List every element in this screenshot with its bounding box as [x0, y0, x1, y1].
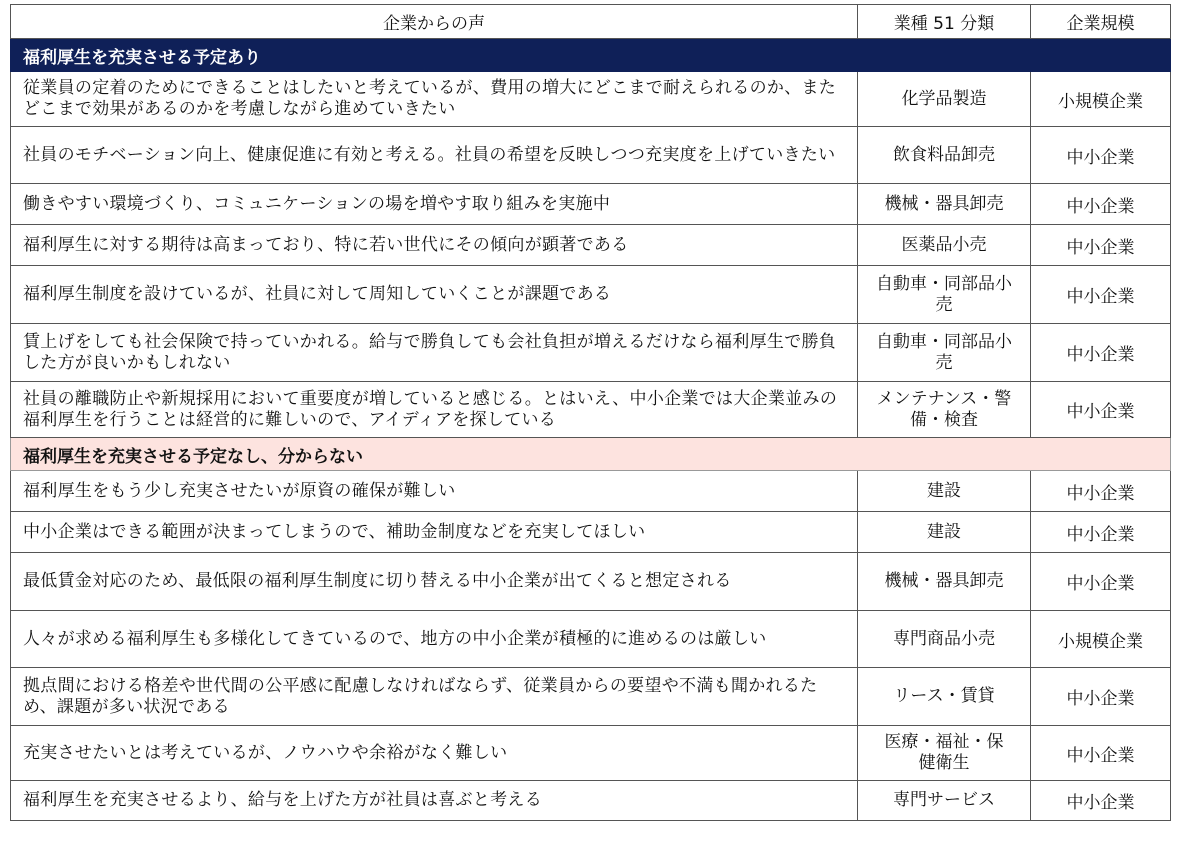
industry-cell: 機械・器具卸売	[858, 553, 1031, 611]
industry-cell: 化学品製造	[858, 72, 1031, 127]
comment-cell: 福利厚生を充実させるより、給与を上げた方が社員は喜ぶと考える	[11, 781, 858, 821]
section-header-not-planned	[11, 438, 1171, 471]
industry-cell: 医療・福祉・保健衛生	[858, 726, 1031, 781]
comment-cell: 賃上げをしても社会保険で持っていかれる。給与で勝負しても会社負担が増えるだけなら福利厚生で勝負した方が良いかもしれない	[11, 324, 858, 382]
size-cell: 中小企業	[1031, 382, 1171, 438]
table-row	[11, 668, 1171, 726]
industry-cell: 自動車・同部品小売	[858, 266, 1031, 324]
table-row	[11, 726, 1171, 781]
comment-cell: 拠点間における格差や世代間の公平感に配慮しなければならず、従業員からの要望や不満も聞かれるため、課題が多い状況である	[11, 668, 858, 726]
comment-cell: 社員の離職防止や新規採用において重要度が増していると感じる。とはいえ、中小企業では大企業並みの福利厚生を行うことは経営的に難しいので、アイディアを探している	[11, 382, 858, 438]
industry-cell: 建設	[858, 512, 1031, 553]
header-comment: 企業からの声	[11, 5, 858, 39]
comment-cell: 充実させたいとは考えているが、ノウハウや余裕がなく難しい	[11, 726, 858, 781]
table-row	[11, 266, 1171, 324]
table-row	[11, 324, 1171, 382]
table-row	[11, 382, 1171, 438]
comment-cell: 従業員の定着のためにできることはしたいと考えているが、費用の増大にどこまで耐えられるのか、またどこまで効果があるのかを考慮しながら進めていきたい	[11, 72, 858, 127]
section-header-planned	[11, 39, 1171, 72]
voices-table	[10, 4, 1171, 821]
size-cell: 中小企業	[1031, 726, 1171, 781]
size-cell: 中小企業	[1031, 225, 1171, 266]
size-cell: 中小企業	[1031, 668, 1171, 726]
size-cell: 中小企業	[1031, 266, 1171, 324]
header-industry: 業種 51 分類	[858, 5, 1031, 39]
industry-cell: 医薬品小売	[858, 225, 1031, 266]
comment-cell: 福利厚生制度を設けているが、社員に対して周知していくことが課題である	[11, 266, 858, 324]
size-cell: 小規模企業	[1031, 611, 1171, 668]
size-cell: 小規模企業	[1031, 72, 1171, 127]
size-cell: 中小企業	[1031, 184, 1171, 225]
industry-cell: 飲食料品卸売	[858, 127, 1031, 184]
table-row	[11, 471, 1171, 512]
comment-cell: 福利厚生に対する期待は高まっており、特に若い世代にその傾向が顕著である	[11, 225, 858, 266]
comment-cell: 福利厚生をもう少し充実させたいが原資の確保が難しい	[11, 471, 858, 512]
size-cell: 中小企業	[1031, 553, 1171, 611]
table-header-row	[11, 5, 1171, 39]
section-title: 福利厚生を充実させる予定あり	[11, 39, 1171, 72]
voices-table-container	[10, 4, 1170, 821]
table-row	[11, 72, 1171, 127]
section-title: 福利厚生を充実させる予定なし、分からない	[11, 438, 1171, 471]
comment-cell: 人々が求める福利厚生も多様化してきているので、地方の中小企業が積極的に進めるのは厳しい	[11, 611, 858, 668]
size-cell: 中小企業	[1031, 512, 1171, 553]
table-row	[11, 553, 1171, 611]
comment-cell: 中小企業はできる範囲が決まってしまうので、補助金制度などを充実してほしい	[11, 512, 858, 553]
industry-cell: 自動車・同部品小売	[858, 324, 1031, 382]
header-size: 企業規模	[1031, 5, 1171, 39]
table-row	[11, 184, 1171, 225]
industry-cell: メンテナンス・警備・検査	[858, 382, 1031, 438]
size-cell: 中小企業	[1031, 324, 1171, 382]
table-row	[11, 225, 1171, 266]
industry-cell: 建設	[858, 471, 1031, 512]
comment-cell: 最低賃金対応のため、最低限の福利厚生制度に切り替える中小企業が出てくると想定される	[11, 553, 858, 611]
comment-cell: 働きやすい環境づくり、コミュニケーションの場を増やす取り組みを実施中	[11, 184, 858, 225]
size-cell: 中小企業	[1031, 127, 1171, 184]
industry-cell: 機械・器具卸売	[858, 184, 1031, 225]
table-row	[11, 127, 1171, 184]
industry-cell: 専門商品小売	[858, 611, 1031, 668]
table-row	[11, 512, 1171, 553]
size-cell: 中小企業	[1031, 471, 1171, 512]
table-row	[11, 781, 1171, 821]
size-cell: 中小企業	[1031, 781, 1171, 821]
industry-cell: リース・賃貸	[858, 668, 1031, 726]
industry-cell: 専門サービス	[858, 781, 1031, 821]
table-row	[11, 611, 1171, 668]
comment-cell: 社員のモチベーション向上、健康促進に有効と考える。社員の希望を反映しつつ充実度を上げていきたい	[11, 127, 858, 184]
